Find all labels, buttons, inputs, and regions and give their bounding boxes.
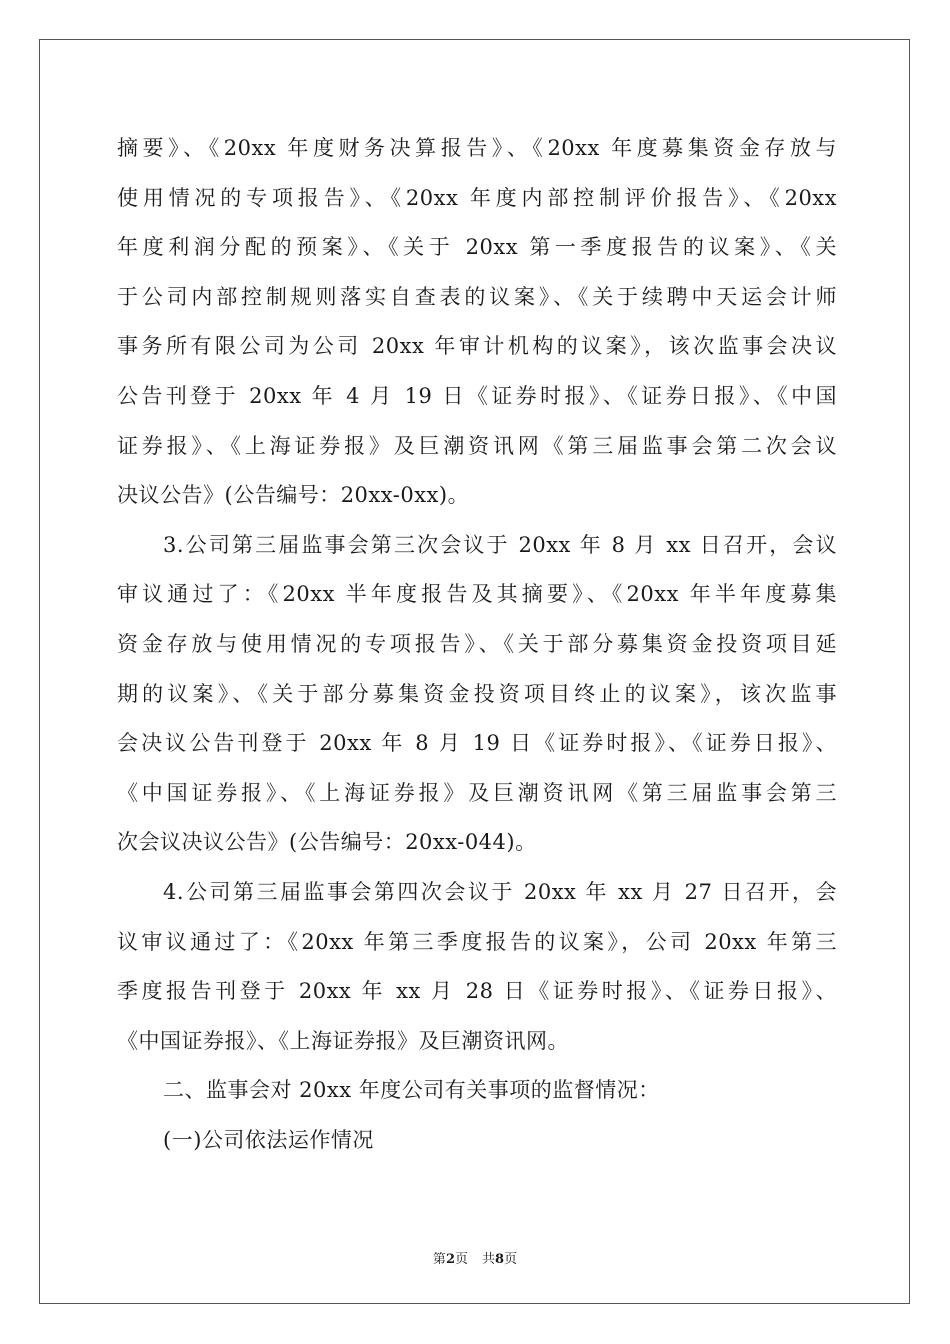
- footer-total-prefix: 共: [482, 1252, 496, 1267]
- text-line: 会决议公告刊登于 20xx 年 8 月 19 日《证券时报》、《证券日报》、: [117, 731, 837, 756]
- text-line: 4.公司第三届监事会第四次会议于 20xx 年 xx 月 27 日召开，会: [163, 879, 837, 904]
- text-line: (一)公司依法运作情况: [163, 1127, 374, 1152]
- footer-page-current: 2: [445, 1252, 455, 1267]
- footer-page-prefix: 第: [432, 1252, 446, 1267]
- text-line: 3.公司第三届监事会第三次会议于 20xx 年 8 月 xx 日召开，会议: [163, 532, 837, 557]
- text-line: 《中国证券报》、《上海证券报》及巨潮资讯网。: [117, 1028, 569, 1053]
- text-line: 次会议决议公告》(公告编号：20xx-044)。: [117, 830, 537, 855]
- text-line: 二、监事会对 20xx 年度公司有关事项的监督情况：: [163, 1078, 660, 1103]
- page-footer: [0, 1248, 950, 1267]
- text-line: 议审议通过了：《20xx 年第三季度报告的议案》，公司 20xx 年第三: [117, 929, 837, 954]
- text-line: 事务所有限公司为公司 20xx 年审计机构的议案》，该次监事会决议: [117, 334, 837, 359]
- text-line: 资金存放与使用情况的专项报告》、《关于部分募集资金投资项目延: [117, 631, 837, 656]
- text-line: 证券报》、《上海证券报》及巨潮资讯网《第三届监事会第二次会议: [117, 433, 837, 458]
- text-line: 于公司内部控制规则落实自查表的议案》、《关于续聘中天运会计师: [117, 284, 837, 309]
- text-line: 摘要》、《20xx 年度财务决算报告》、《20xx 年度募集资金存放与: [117, 136, 837, 160]
- footer-page-total: 8: [495, 1252, 505, 1267]
- text-line: 决议公告》(公告编号：20xx-0xx)。: [117, 483, 470, 508]
- footer-total-suffix: 页: [504, 1252, 518, 1267]
- text-line: 季度报告刊登于 20xx 年 xx 月 28 日《证券时报》、《证券日报》、: [117, 979, 837, 1004]
- text-line: 公告刊登于 20xx 年 4 月 19 日《证券时报》、《证券日报》、《中国: [117, 383, 837, 408]
- text-line: 年度利润分配的预案》、《关于 20xx 第一季度报告的议案》、《关: [117, 235, 837, 260]
- text-line: 期的议案》、《关于部分募集资金投资项目终止的议案》，该次监事: [117, 681, 837, 706]
- text-line: 使用情况的专项报告》、《20xx 年度内部控制评价报告》、《20xx: [117, 185, 837, 210]
- document-body: [117, 124, 837, 1165]
- text-line: 《中国证券报》、《上海证券报》及巨潮资讯网《第三届监事会第三: [117, 780, 837, 805]
- text-line: 审议通过了：《20xx 半年度报告及其摘要》、《20xx 年半年度募集: [117, 582, 837, 607]
- footer-page-suffix: 页: [454, 1252, 468, 1267]
